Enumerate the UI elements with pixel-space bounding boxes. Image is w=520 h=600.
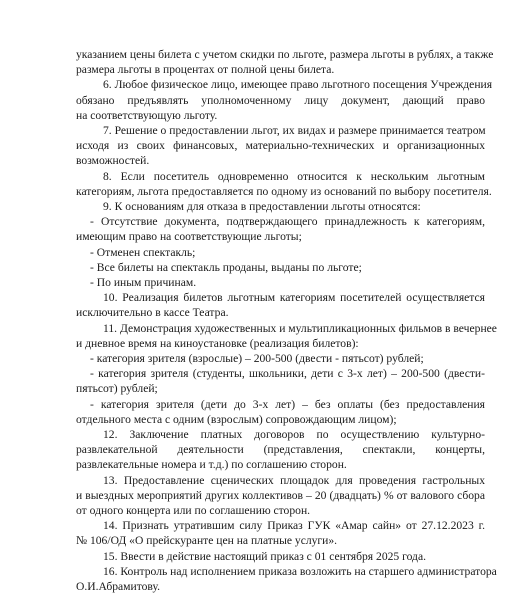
text-line: имеющим право на соответствующие льготы; [76,230,302,244]
text-line: развлекательной деятельности (представления, спектакли, концерты, [76,443,485,457]
text-line: 8. Если посетитель одновременно относится к нескольким льготным [103,169,485,183]
text-line: - категория зрителя (студенты, школьники, дети с 3-х лет) – 200-500 (двести- [90,367,485,381]
text-line: обязано предъявлять уполномоченному лицу документ, дающий право [76,93,485,107]
text-line: - Отменен спектакль; [90,245,196,259]
text-line: и дневное время на киноустановке (реализация билетов): [76,336,359,350]
text-line: от одного концерта или по соглашению сторон. [76,504,311,517]
text-line: пятьсот) рублей; [76,382,158,396]
text-line: размера льготы в процентах от полной цены билета. [76,63,335,77]
text-line: развлекательные номера и т.д.) по соглашению сторон. [76,458,347,472]
text-line: исходя из своих финансовых, материально-технических и организационных [76,139,485,153]
text-line: О.И.Абрамитову. [76,580,161,593]
text-line: - категория зрителя (взрослые) – 200-500 (двести - пятьсот) рублей; [90,352,424,365]
text-line: 15. Ввести в действие настоящий приказ с 01 сентября 2025 года. [103,549,426,563]
text-line: - категория зрителя (дети до 3-х лет) – без оплаты (без предоставления [90,397,485,411]
text-line: отдельного места с одним (взрослым) сопровождающим лицом); [76,412,397,426]
text-line: категориям, льгота предоставляется по одному из оснований по выбору посетителя. [76,184,492,198]
text-line: указанием цены билета с учетом скидки по льготе, размера льготы в рублях, а также [76,48,494,61]
text-line: и выездных мероприятий других коллективов – 20 (двадцать) % от валового сбора [76,488,485,502]
text-line: 11. Демонстрация художественных и мультипликационных фильмов в вечернее [103,321,497,335]
text-line: 16. Контроль над исполнением приказа возложить на старшего администратора [103,564,497,578]
text-line: 6. Любое физическое лицо, имеющее право льготного посещения Учреждения [103,78,493,92]
text-line: № 106/ОД «О прейскуранте цен на платные услуги». [76,534,338,548]
text-line: - По иным причинам. [90,276,197,289]
text-line: 13. Предоставление сценических площадок для проведения гастрольных [103,473,485,487]
text-line: 10. Реализация билетов льготным категориям посетителей осуществляется [103,291,485,305]
text-line: возможностей. [76,154,150,168]
text-line: 7. Решение о предоставлении льгот, их видах и размере принимается театром [103,124,486,137]
text-line: 9. К основаниям для отказа в предоставлении льготы относятся: [103,200,421,213]
text-line: на соответствующую льготу. [76,108,218,122]
text-line: 14. Признать утратившим силу Приказ ГУК «Амар сайн» от 27.12.2023 г. [103,519,485,533]
text-line: - Все билеты на спектакль проданы, выданы по льготе; [90,260,362,274]
text-line: исключительно в кассе Театра. [76,306,229,320]
text-line: 12. Заключение платных договоров по осуществлению культурно- [103,428,485,441]
text-line: - Отсутствие документа, подтверждающего принадлежность к категориям, [90,215,485,229]
